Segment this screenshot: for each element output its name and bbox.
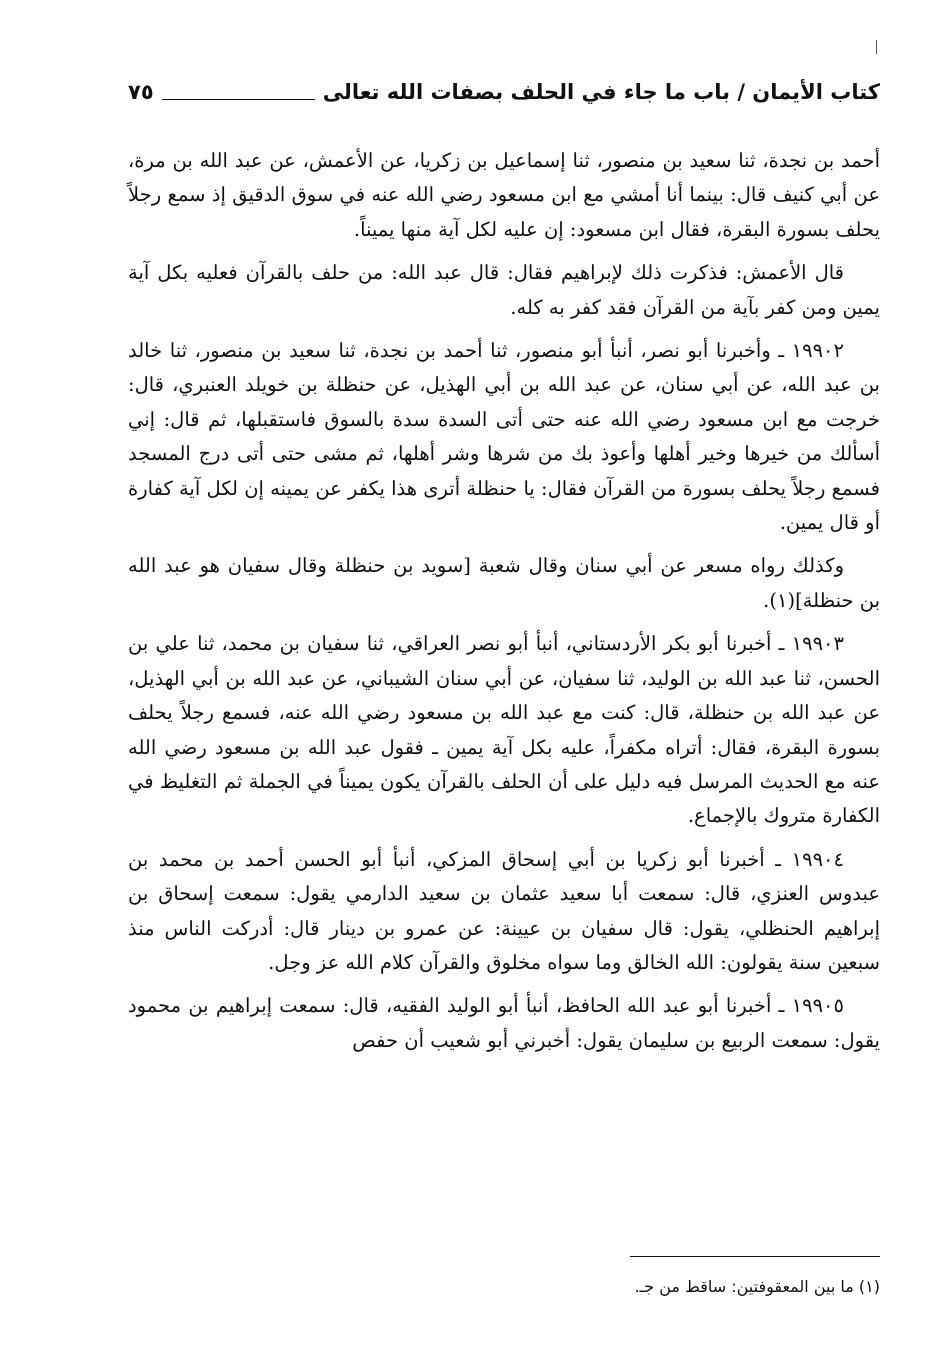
paragraph-misar: وكذلك رواه مسعر عن أبي سنان وقال شعبة [سويد بن حنظلة وقال سفيان هو عبد الله بن حنظلة](١).: [128, 554, 880, 612]
body-text: [128, 144, 880, 1058]
page-corner-mark: [876, 40, 877, 54]
footnote: (١) ما بين المعقوفتين: ساقط من جـ.: [634, 1277, 880, 1296]
paragraph-19904: ١٩٩٠٤ ـ أخبرنا أبو زكريا بن أبي إسحاق المزكي، أنبأ أبو الحسن أحمد بن محمد بن عبدوس العنزي، قال: سمعت أبا سعيد عثمان بن سعيد الدارمي يقول: سمعت إسحاق بن إبراهيم الحنظلي، يقول: قال سفيان بن عيينة: عن عمرو بن دينار قال: أدركت الناس منذ سبعين سنة يقولون: الله الخالق وما سواه مخلوق والقرآن كلام الله عز وجل.: [128, 847, 880, 974]
running-header-title: كتاب الأيمان / باب ما جاء في الحلف بصفات الله تعالى: [322, 80, 880, 104]
paragraph-19903: ١٩٩٠٣ ـ أخبرنا أبو بكر الأردستاني، أنبأ أبو نصر العراقي، ثنا سفيان بن محمد، ثنا علي بن الحسن، ثنا عبد الله بن الوليد، ثنا سفيان، عن أبي سنان الشيباني، عن عبد الله بن أبي الهذيل، عن عبد الله بن حنظلة، قال: كنت مع عبد الله بن مسعود رضي الله عنه، فسمع رجلاً يحلف بسورة البقرة، فقال: أتراه مكفراً، عليه بكل آية يمين ـ فقول عبد الله بن مسعود رضي الله عنه مع الحديث المرسل فيه دليل على أن الحلف بالقرآن يكون يميناً في الجملة ثم التغليظ في الكفارة متروك بالإجماع.: [128, 632, 880, 828]
paragraph-al-amash: قال الأعمش: فذكرت ذلك لإبراهيم فقال: قال عبد الله: من حلف بالقرآن فعليه بكل آية يمين ومن كفر بآية من القرآن فقد كفر به كله.: [128, 261, 880, 319]
book-page: [128, 70, 880, 1067]
footnote-rule: [630, 1256, 880, 1257]
paragraph-19902: ١٩٩٠٢ ـ وأخبرنا أبو نصر، أنبأ أبو منصور، ثنا أحمد بن نجدة، ثنا سعيد بن منصور، ثنا خالد بن عبد الله، عن أبي سنان، عن عبد الله بن أبي الهذيل، عن حنظلة بن خويلد العنبري، قال: خرجت مع ابن مسعود رضي الله عنه حتى أتى السدة سدة بالسوق فاستقبلها، ثم قال: إني أسألك من خيرها وخير أهلها وأعوذ بك من شرها وشر أهلها، ثم مشى حتى أتى درج المسجد فسمع رجلاً يحلف بسورة من القرآن فقال: يا حنظلة أترى هذا يكفر عن يمينه إن لكل آية كفارة أو قال يمين.: [128, 339, 880, 535]
paragraph-19905: ١٩٩٠٥ ـ أخبرنا أبو عبد الله الحافظ، أنبأ أبو الوليد الفقيه، قال: سمعت إبراهيم بن محمود يقول: سمعت الربيع بن سليمان يقول: أخبرني أبو شعيب أن حفص: [128, 994, 880, 1052]
header-rule: [162, 99, 315, 100]
page-number: ٧٥: [128, 80, 154, 104]
paragraph-continuation: أحمد بن نجدة، ثنا سعيد بن منصور، ثنا إسماعيل بن زكريا، عن الأعمش، عن عبد الله بن مرة، عن أبي كنيف قال: بينما أنا أمشي مع ابن مسعود رضي الله عنه في سوق الدقيق إذ سمع رجلاً يحلف بسورة البقرة، فقال ابن مسعود: إن عليه لكل آية منها يميناً.: [128, 149, 880, 241]
running-header: [128, 70, 880, 114]
